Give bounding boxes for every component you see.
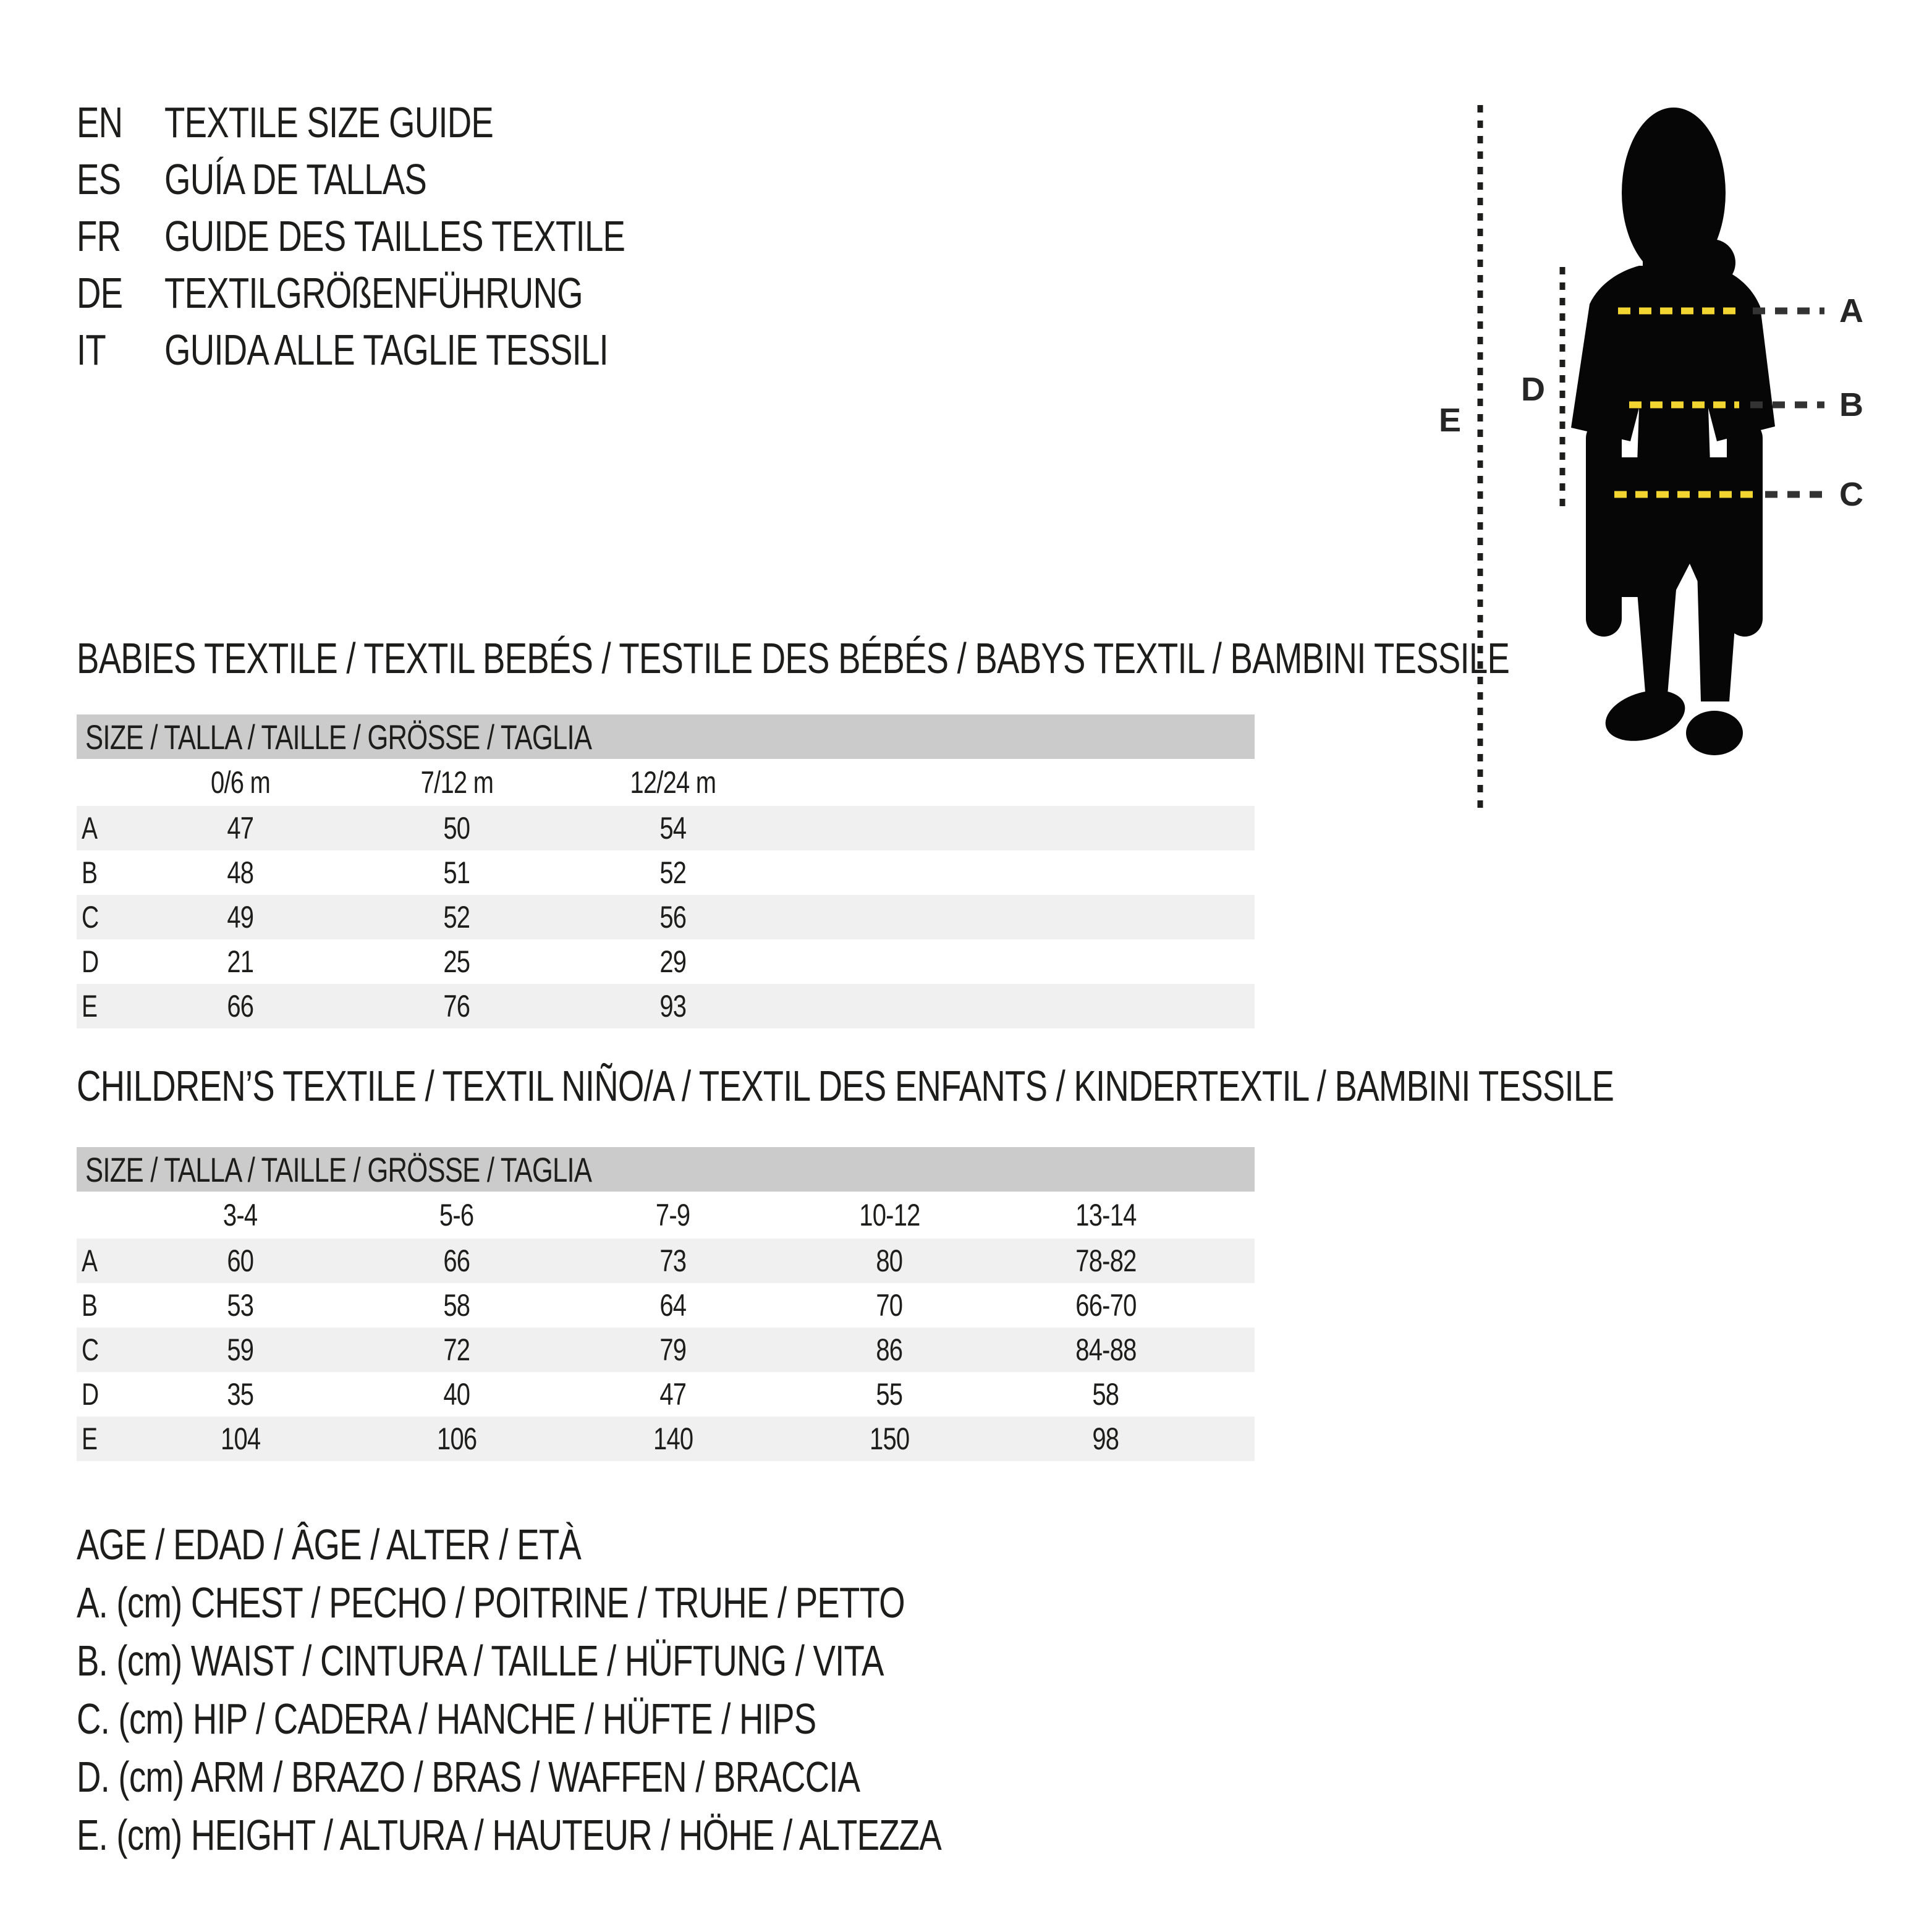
language-row-de bbox=[77, 265, 755, 321]
table-cell: 78-82 bbox=[1075, 1244, 1137, 1278]
table-cell: 48 bbox=[227, 855, 254, 890]
table-cell: 58 bbox=[1092, 1377, 1119, 1412]
column-header: 13-14 bbox=[1075, 1198, 1137, 1232]
column-header: 0/6 m bbox=[210, 765, 271, 800]
children-section-title: CHILDREN’S TEXTILE / TEXTIL NIÑO/A / TEXTIL DES ENFANTS / KINDERTEXTIL / BAMBINI TESSILE bbox=[77, 1062, 1614, 1110]
measure-label-a: A bbox=[1839, 292, 1863, 329]
babies-size-table bbox=[77, 714, 1255, 1028]
language-title: GUIDE DES TAILLES TEXTILE bbox=[164, 212, 625, 260]
table-row-c bbox=[77, 895, 1255, 939]
table-cell: 106 bbox=[436, 1421, 477, 1456]
table-cell: 51 bbox=[443, 855, 470, 890]
table-cell: 52 bbox=[443, 900, 470, 934]
table-cell: 40 bbox=[443, 1377, 470, 1412]
table-cell: 72 bbox=[443, 1332, 470, 1367]
table-cell: 150 bbox=[869, 1421, 910, 1456]
row-label: E bbox=[82, 1421, 98, 1456]
child-silhouette-icon bbox=[1571, 108, 1775, 755]
babies-column-header-row bbox=[77, 759, 1255, 806]
table-cell: 54 bbox=[659, 811, 687, 845]
table-row-d bbox=[77, 1372, 1255, 1417]
measure-label-b: B bbox=[1839, 386, 1863, 423]
table-cell: 84-88 bbox=[1075, 1332, 1137, 1367]
table-cell: 79 bbox=[659, 1332, 687, 1367]
legend-age: AGE / EDAD / ÂGE / ALTER / ETÀ bbox=[77, 1520, 582, 1569]
row-label: D bbox=[82, 1377, 99, 1412]
table-cell: 70 bbox=[876, 1288, 903, 1323]
table-row-e bbox=[77, 984, 1255, 1028]
column-header: 7/12 m bbox=[420, 765, 493, 800]
table-cell: 93 bbox=[659, 989, 687, 1023]
table-cell: 98 bbox=[1092, 1421, 1119, 1456]
table-cell: 50 bbox=[443, 811, 470, 845]
legend-waist: B. (cm) WAIST / CINTURA / TAILLE / HÜFTUNG / VITA bbox=[77, 1637, 884, 1685]
table-cell: 66-70 bbox=[1075, 1288, 1137, 1323]
column-header: 10-12 bbox=[858, 1198, 920, 1232]
measure-label-d: D bbox=[1521, 371, 1545, 408]
row-label: D bbox=[82, 944, 99, 979]
table-cell: 52 bbox=[659, 855, 687, 890]
table-cell: 59 bbox=[227, 1332, 254, 1367]
table-row-a bbox=[77, 806, 1255, 850]
table-cell: 60 bbox=[227, 1244, 254, 1278]
legend-height: E. (cm) HEIGHT / ALTURA / HAUTEUR / HÖHE / ALTEZZA bbox=[77, 1811, 942, 1859]
language-code: ES bbox=[77, 155, 121, 203]
column-header: 3-4 bbox=[223, 1198, 258, 1232]
table-cell: 47 bbox=[227, 811, 254, 845]
legend-chest: A. (cm) CHEST / PECHO / POITRINE / TRUHE / PETTO bbox=[77, 1578, 905, 1627]
language-row-fr bbox=[77, 208, 755, 265]
table-cell: 80 bbox=[876, 1244, 903, 1278]
legend-hip: C. (cm) HIP / CADERA / HANCHE / HÜFTE / HIPS bbox=[77, 1695, 816, 1743]
table-row-b bbox=[77, 1283, 1255, 1328]
table-row-a bbox=[77, 1239, 1255, 1283]
measurement-legend bbox=[77, 1515, 1185, 1864]
children-table-header: SIZE / TALLA / TAILLE / GRÖSSE / TAGLIA bbox=[77, 1147, 1255, 1192]
language-row-en bbox=[77, 94, 755, 151]
language-code: FR bbox=[77, 212, 121, 260]
table-cell: 76 bbox=[443, 989, 470, 1023]
table-cell: 53 bbox=[227, 1288, 254, 1323]
table-cell: 58 bbox=[443, 1288, 470, 1323]
babies-section bbox=[77, 634, 1510, 1028]
language-code: IT bbox=[77, 326, 106, 374]
table-row-d bbox=[77, 939, 1255, 984]
row-label: B bbox=[82, 855, 98, 890]
language-code: EN bbox=[77, 98, 123, 146]
column-header: 7-9 bbox=[656, 1198, 690, 1232]
table-cell: 73 bbox=[659, 1244, 687, 1278]
children-column-header-row bbox=[77, 1192, 1255, 1239]
table-cell: 47 bbox=[659, 1377, 687, 1412]
column-header: 5-6 bbox=[439, 1198, 474, 1232]
measure-label-c: C bbox=[1839, 476, 1863, 513]
row-label: C bbox=[82, 900, 99, 934]
table-cell: 56 bbox=[659, 900, 687, 934]
babies-section-title: BABIES TEXTILE / TEXTIL BEBÉS / TESTILE DES BÉBÉS / BABYS TEXTIL / BAMBINI TESSILE bbox=[77, 634, 1510, 682]
table-row-e bbox=[77, 1417, 1255, 1461]
language-code: DE bbox=[77, 269, 123, 317]
row-label: B bbox=[82, 1288, 98, 1323]
language-title: TEXTILGRÖßENFÜHRUNG bbox=[164, 269, 583, 317]
table-cell: 64 bbox=[659, 1288, 687, 1323]
table-row-c bbox=[77, 1328, 1255, 1372]
children-size-table bbox=[77, 1147, 1255, 1461]
table-cell: 66 bbox=[443, 1244, 470, 1278]
legend-arm: D. (cm) ARM / BRAZO / BRAS / WAFFEN / BRACCIA bbox=[77, 1753, 860, 1801]
table-cell: 86 bbox=[876, 1332, 903, 1367]
row-label: E bbox=[82, 989, 98, 1023]
language-title-list bbox=[77, 94, 755, 378]
language-row-it bbox=[77, 321, 755, 378]
column-header: 12/24 m bbox=[630, 765, 716, 800]
row-label: A bbox=[82, 1244, 98, 1278]
size-figure-diagram bbox=[1421, 87, 1932, 816]
row-label: A bbox=[82, 811, 98, 845]
table-cell: 55 bbox=[876, 1377, 903, 1412]
table-cell: 25 bbox=[443, 944, 470, 979]
row-label: C bbox=[82, 1332, 99, 1367]
children-section bbox=[77, 1062, 1614, 1461]
table-cell: 35 bbox=[227, 1377, 254, 1412]
language-row-es bbox=[77, 151, 755, 208]
table-cell: 29 bbox=[659, 944, 687, 979]
babies-table-header: SIZE / TALLA / TAILLE / GRÖSSE / TAGLIA bbox=[77, 714, 1255, 759]
table-cell: 49 bbox=[227, 900, 254, 934]
language-title: TEXTILE SIZE GUIDE bbox=[164, 98, 494, 146]
table-cell: 21 bbox=[227, 944, 254, 979]
table-cell: 104 bbox=[220, 1421, 261, 1456]
measure-label-e: E bbox=[1438, 402, 1461, 439]
table-cell: 66 bbox=[227, 989, 254, 1023]
language-title: GUÍA DE TALLAS bbox=[164, 155, 427, 203]
table-cell: 140 bbox=[653, 1421, 693, 1456]
table-row-b bbox=[77, 850, 1255, 895]
language-title: GUIDA ALLE TAGLIE TESSILI bbox=[164, 326, 608, 374]
